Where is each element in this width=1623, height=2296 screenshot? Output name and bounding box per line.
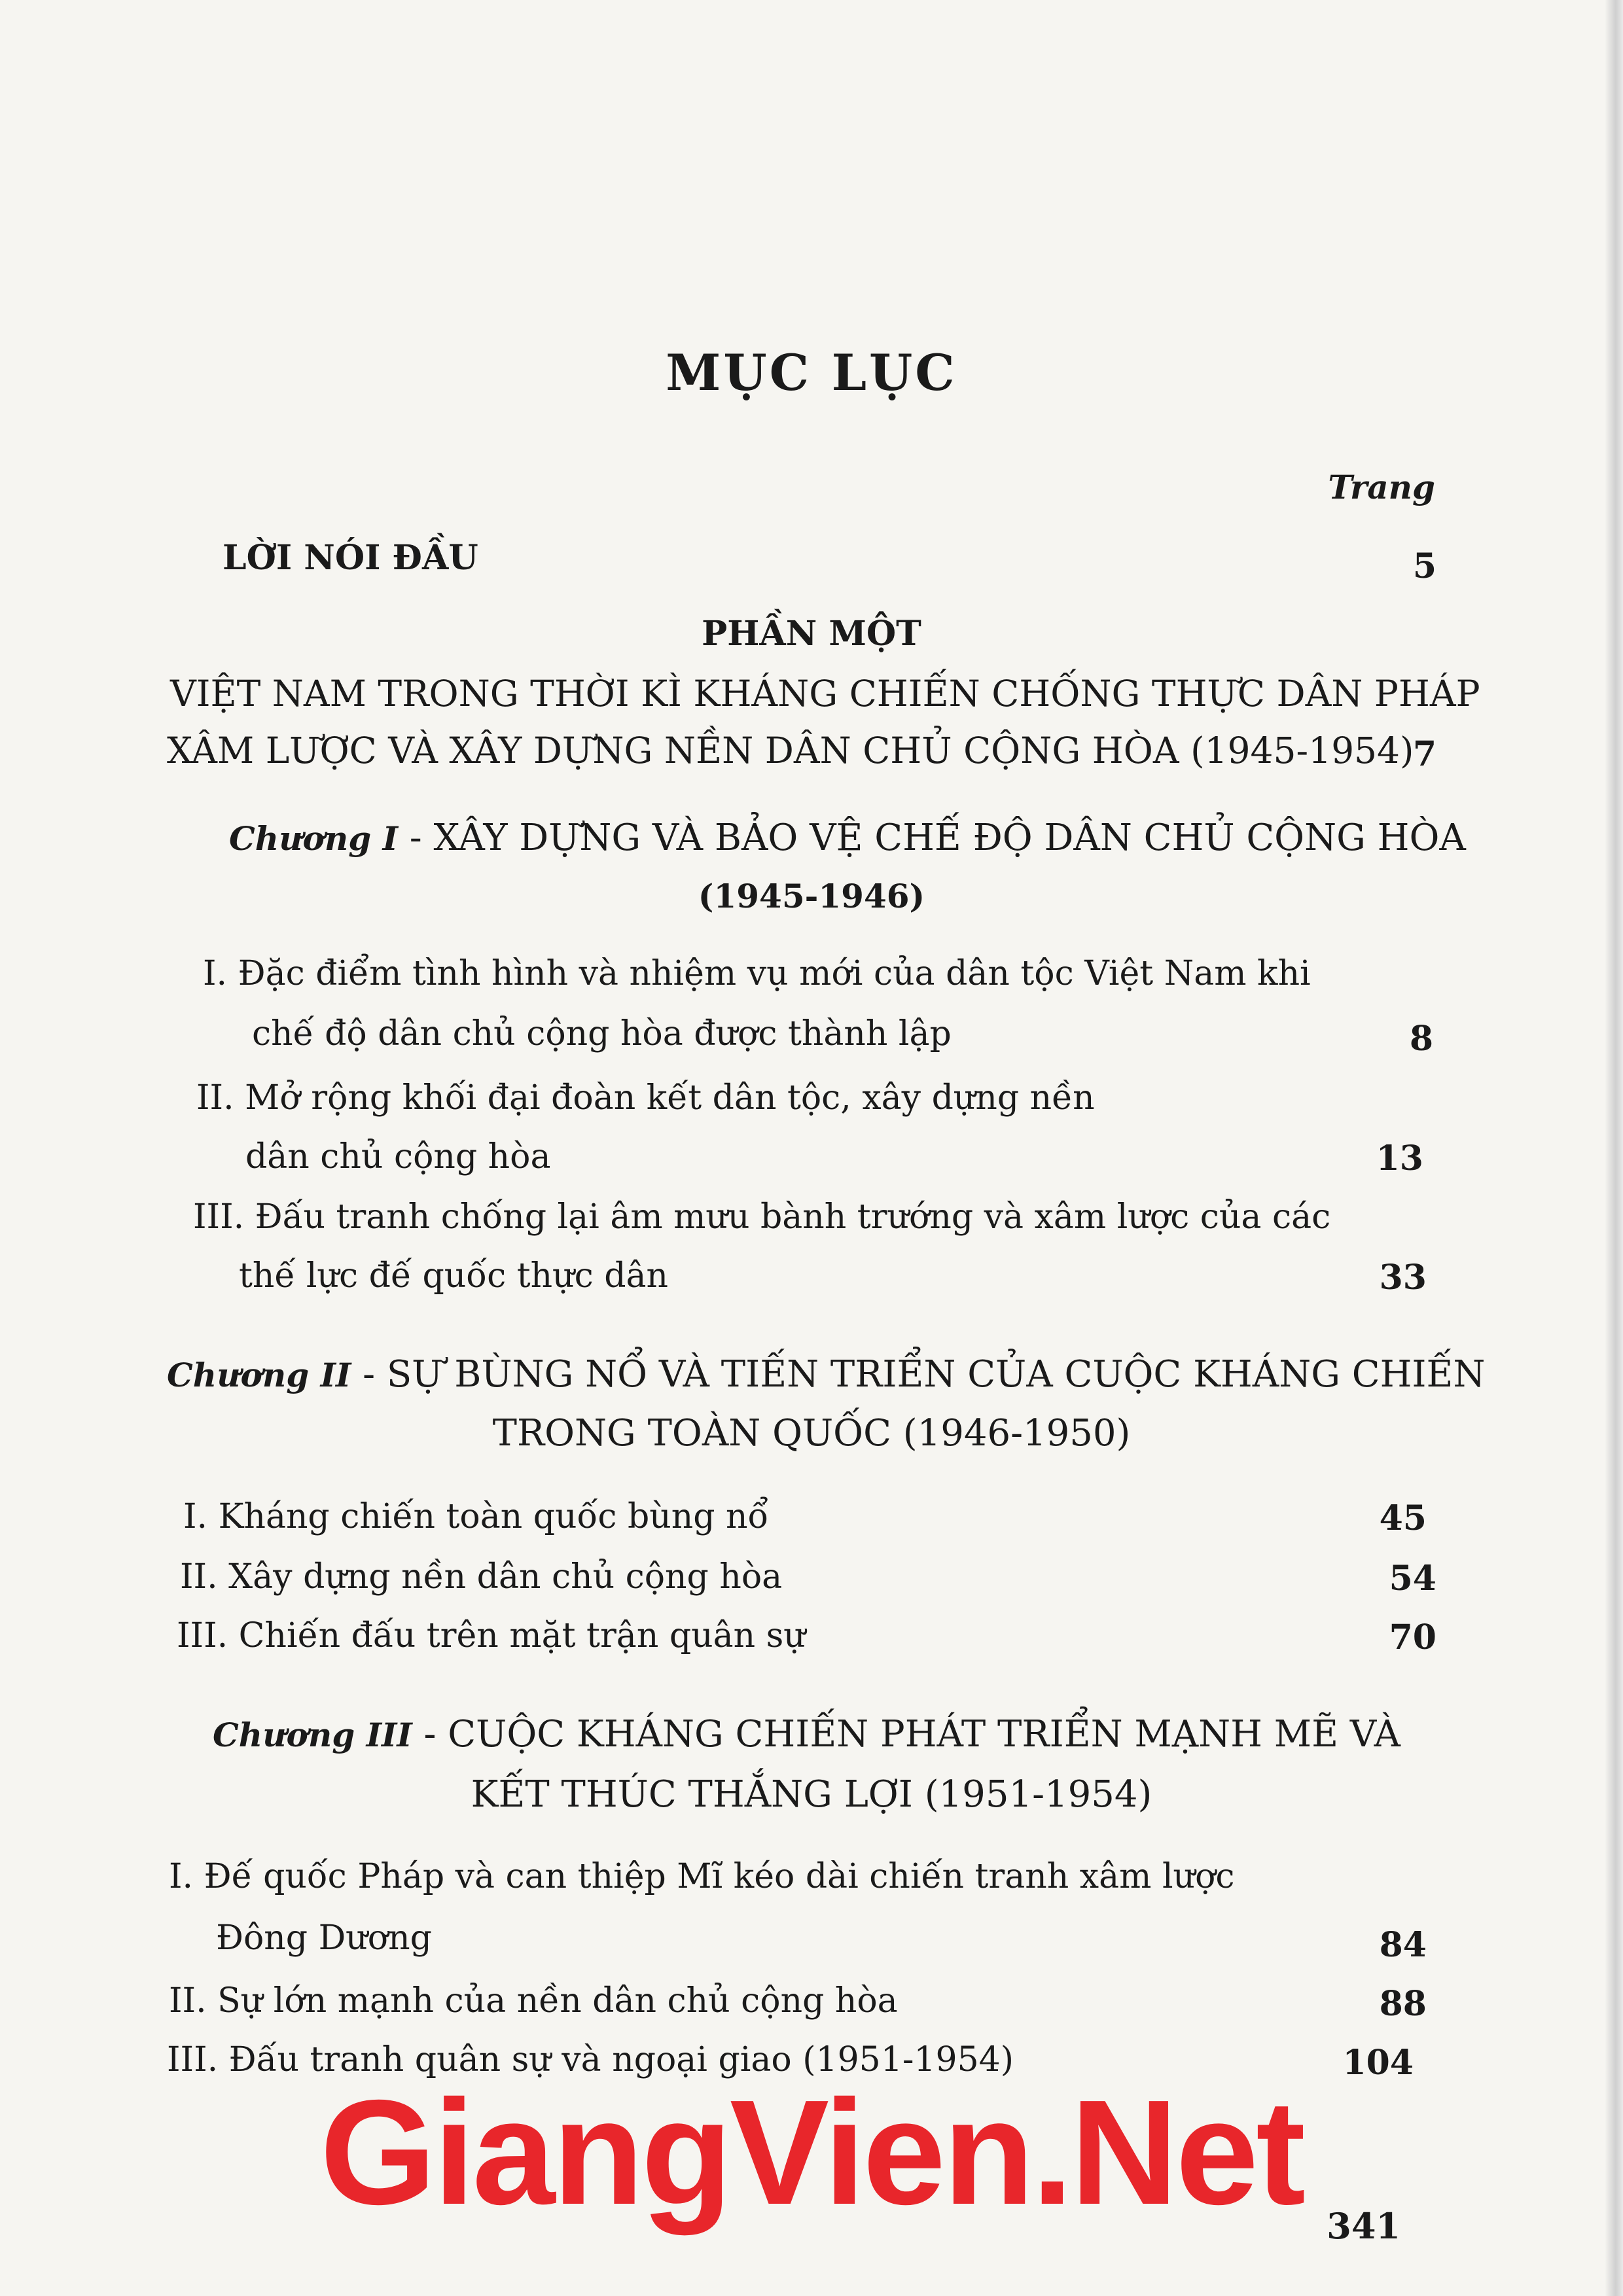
chapter-1-title-line1 (229, 817, 1466, 859)
chapter-1-item-1-line1: I. Đặc điểm tình hình và nhiệm vụ mới của dân tộc Việt Nam khi (203, 954, 1311, 993)
chapter-2-prefix: Chương II (167, 1356, 351, 1394)
chapter-2-item-1-page: 45 (1379, 1498, 1427, 1538)
chapter-2-item-3-page: 70 (1389, 1617, 1436, 1657)
chapter-1-item-2-line2: dân chủ cộng hòa (245, 1137, 551, 1176)
chapter-2-item-3: III. Chiến đấu trên mặt trận quân sự (177, 1616, 806, 1655)
chapter-3-title: - CUỘC KHÁNG CHIẾN PHÁT TRIỂN MẠNH MẼ VÀ (412, 1713, 1400, 1756)
chapter-1-title-line2: (1945-1946) (698, 877, 925, 915)
chapter-1-item-2-line1: II. Mở rộng khối đại đoàn kết dân tộc, xây dựng nền (196, 1078, 1095, 1118)
chapter-1-item-1-page: 8 (1409, 1019, 1433, 1059)
chapter-1-prefix: Chương I (229, 819, 398, 858)
chapter-1-item-3-line2: thế lực đế quốc thực dân (239, 1256, 669, 1296)
chapter-3-item-1-page: 84 (1379, 1925, 1427, 1965)
chapter-3-prefix: Chương III (213, 1716, 412, 1754)
chapter-1-item-1-line2: chế độ dân chủ cộng hòa được thành lập (252, 1014, 952, 1053)
chapter-3-item-2: II. Sự lớn mạnh của nền dân chủ cộng hòa (169, 1981, 898, 2021)
part-page: 7 (1412, 734, 1436, 774)
preface-page: 5 (1412, 546, 1436, 586)
chapter-1-item-3-line1: III. Đấu tranh chống lại âm mưu bành trướng và xâm lược của các (193, 1197, 1331, 1237)
part-heading: PHẦN MỘT (702, 614, 921, 654)
chapter-3-item-1-line1: I. Đế quốc Pháp và can thiệp Mĩ kéo dài chiến tranh xâm lược (169, 1857, 1235, 1896)
chapter-1-item-2-page: 13 (1376, 1139, 1423, 1178)
chapter-2-title: - SỰ BÙNG NỔ VÀ TIẾN TRIỂN CỦA CUỘC KHÁNG CHIẾN (351, 1353, 1486, 1396)
chapter-2-title-line2: TRONG TOÀN QUỐC (1946-1950) (492, 1412, 1131, 1455)
chapter-1-item-3-page: 33 (1379, 1258, 1427, 1298)
watermark-logo: GiangVien.Net (319, 2070, 1304, 2236)
chapter-3-title-line1 (213, 1713, 1400, 1756)
chapter-2-title-line1 (167, 1353, 1485, 1396)
chapter-1-title: - XÂY DỰNG VÀ BẢO VỆ CHẾ ĐỘ DÂN CHỦ CỘNG HÒA (397, 817, 1466, 859)
page-title: MỤC LỤC (666, 344, 957, 402)
chapter-2-item-2-page: 54 (1389, 1559, 1436, 1598)
chapter-2-item-2: II. Xây dựng nền dân chủ cộng hòa (180, 1557, 783, 1597)
page-column-label: Trang (1328, 468, 1435, 506)
chapter-3-item-3-page: 104 (1342, 2043, 1414, 2083)
chapter-3-item-1-line2: Đông Dương (216, 1918, 432, 1958)
preface-label: LỜI NÓI ĐẦU (223, 538, 478, 578)
chapter-3-item-3: III. Đấu tranh quân sự và ngoại giao (1951-1954) (167, 2040, 1014, 2079)
part-title-line2: XÂM LƯỢC VÀ XÂY DỰNG NỀN DÂN CHỦ CỘNG HÒA (1945-1954) (167, 730, 1414, 771)
chapter-3-title-line2: KẾT THÚC THẮNG LỢI (1951-1954) (471, 1773, 1152, 1816)
page-number: 341 (1327, 2205, 1400, 2247)
chapter-2-item-1: I. Kháng chiến toàn quốc bùng nổ (183, 1497, 769, 1536)
chapter-3-item-2-page: 88 (1379, 1984, 1427, 2024)
part-title-line1: VIỆT NAM TRONG THỜI KÌ KHÁNG CHIẾN CHỐNG THỰC DÂN PHÁP (170, 673, 1480, 715)
